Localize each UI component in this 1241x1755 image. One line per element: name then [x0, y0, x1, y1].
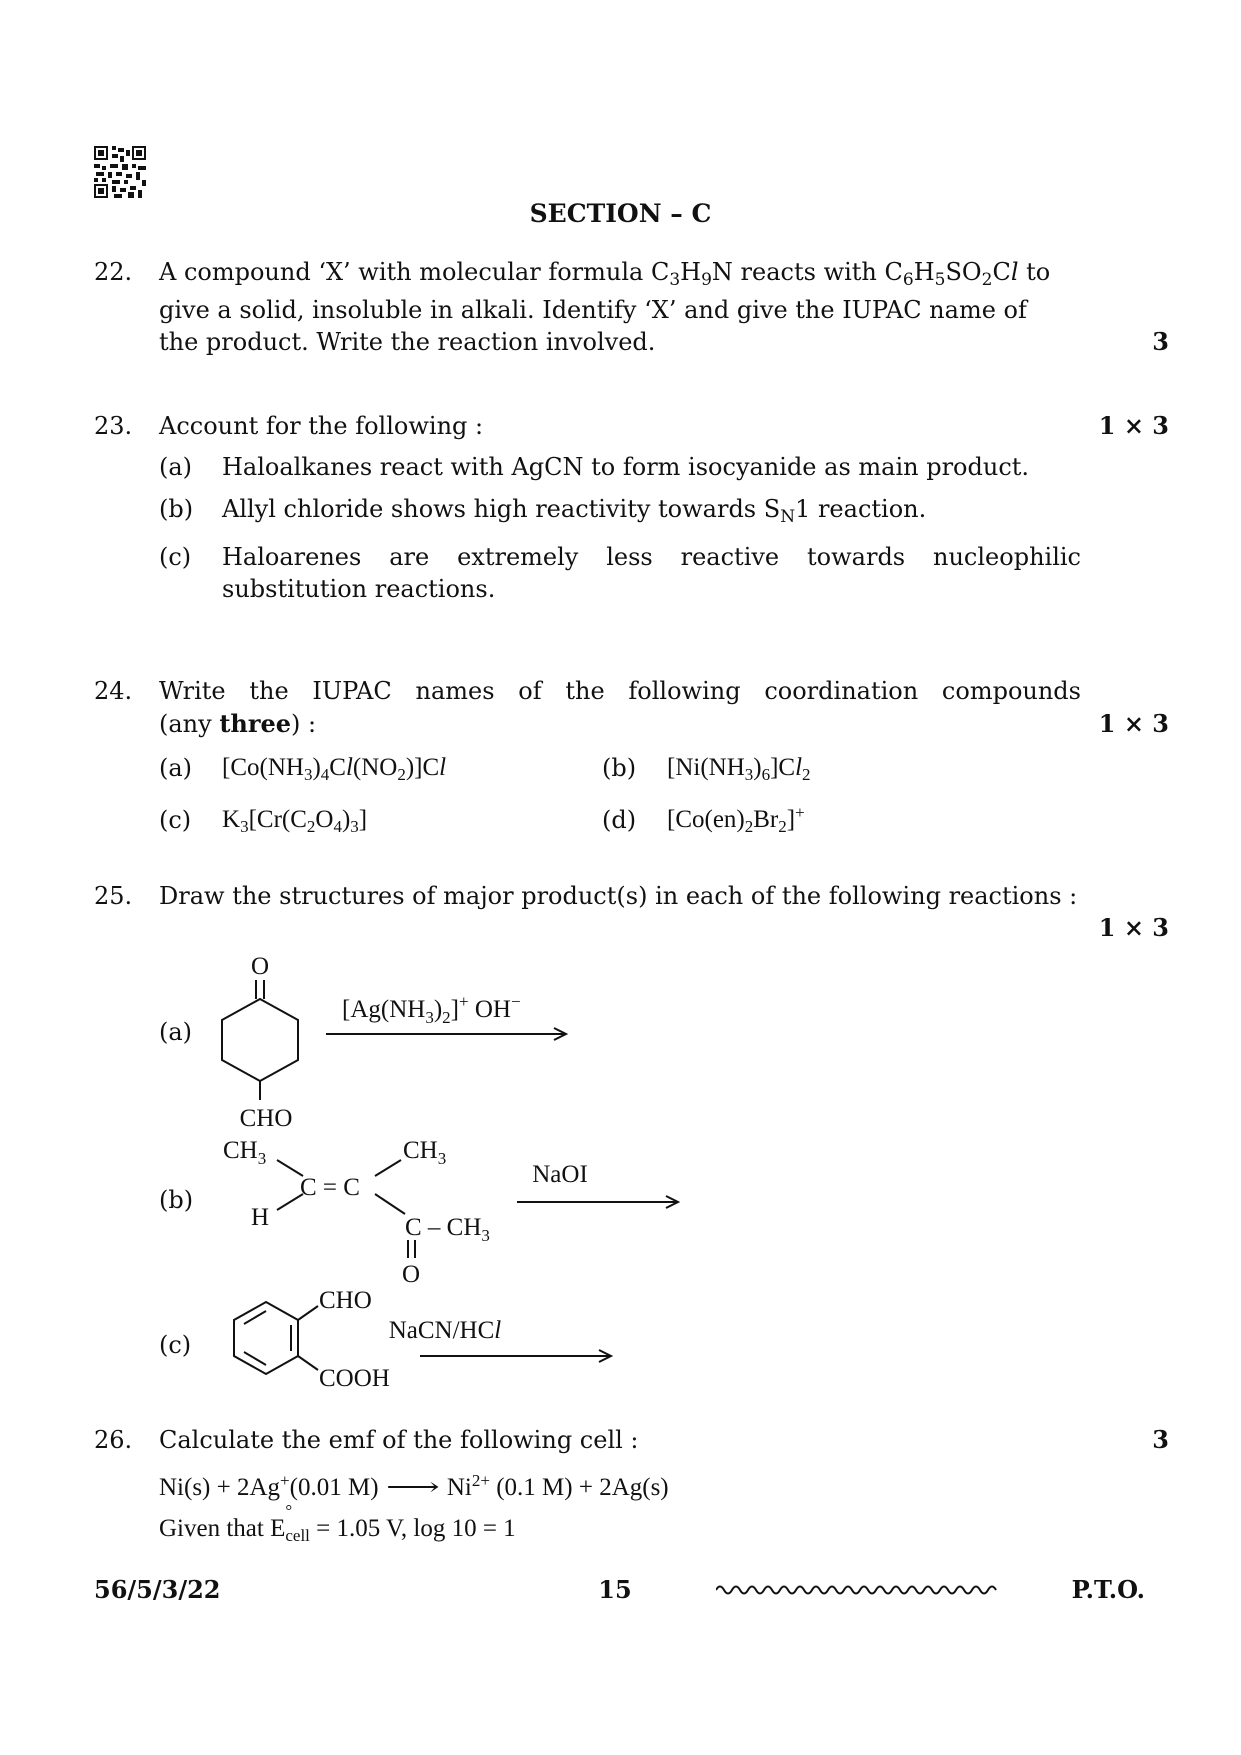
methyl-label: $CH_3$	[403, 1137, 447, 1168]
option-label: (a)	[159, 453, 193, 481]
option-label: (c)	[159, 806, 192, 834]
qr-code	[94, 146, 146, 198]
option-text: substitution reactions.	[222, 575, 496, 603]
reaction-c-diagram	[215, 1282, 635, 1397]
marks: 3	[1152, 327, 1169, 356]
question-text: Account for the following :	[159, 412, 484, 440]
reaction-a-diagram	[210, 945, 610, 1130]
option-label: (d)	[602, 806, 637, 834]
question-number: 26.	[94, 1426, 133, 1454]
page-number: 15	[598, 1575, 632, 1604]
methyl-label: $CH_3$	[223, 1137, 267, 1168]
marks: 3	[1152, 1425, 1169, 1454]
cell-equation: Ni(s) + 2Ag+(0.01 M) ⟶ $Ni^{2+}$ (0.1 M) + 2Ag(s)	[159, 1471, 669, 1501]
given-data: Given that E ° $_{cell}$ = 1.05 V, log 10 = 1	[159, 1501, 516, 1545]
aldehyde-label: CHO	[319, 1287, 372, 1314]
ketone-oxygen-label: O	[401, 1261, 421, 1288]
option-label: (b)	[159, 495, 194, 523]
question-text: (any three) :	[159, 709, 317, 738]
question-number: 23.	[94, 412, 133, 440]
carbonyl-oxygen-label: O	[250, 953, 270, 980]
bond	[375, 1160, 401, 1176]
paper-code: 56/5/3/22	[94, 1575, 221, 1604]
bond	[375, 1194, 405, 1214]
option-label: (b)	[159, 1186, 194, 1214]
question-number: 25.	[94, 882, 133, 910]
alkene-label: C = C	[300, 1174, 360, 1201]
complex-formula-a: $[Co(NH_3)_4Cl(NO_2)]Cl$	[222, 754, 447, 784]
option-label: (c)	[159, 543, 192, 571]
pto-label: P.T.O.	[1071, 1575, 1145, 1604]
option-text: Haloarenes are extremely less reactive towards nucleophilic	[222, 543, 1081, 571]
question-text: give a solid, insoluble in alkali. Identify ‘X’ and give the IUPAC name of	[159, 296, 1027, 324]
aldehyde-label: CHO	[239, 1105, 293, 1130]
cyclohexane-ring	[222, 999, 298, 1081]
option-label: (c)	[159, 1331, 192, 1359]
complex-formula-b: $[Ni(NH_3)_6]Cl_2$	[667, 754, 811, 784]
hydrogen-label: H	[251, 1204, 270, 1231]
marks: 1 × 3	[1098, 709, 1169, 738]
option-text: Allyl chloride shows high reactivity towards $S_N1$ reaction.	[222, 495, 927, 527]
ketone-label: C – $CH_3$	[405, 1214, 490, 1245]
question-text: A compound ‘X’ with molecular formula $C_3H_9N$ reacts with $C_6H_5SO_2Cl$ to	[159, 258, 1051, 290]
reagent-c: NaCN/HCl	[388, 1317, 502, 1344]
option-label: (a)	[159, 1018, 193, 1046]
question-number: 24.	[94, 677, 133, 705]
marks: 1 × 3	[1098, 411, 1169, 440]
carboxyl-label: COOH	[319, 1365, 390, 1392]
reaction-b-diagram	[215, 1130, 715, 1290]
question-text: the product. Write the reaction involved.	[159, 328, 656, 356]
reagent-a: $[Ag(NH_3)_2]^+$ OH−	[342, 992, 521, 1027]
complex-formula-c: $K_3[Cr(C_2O_4)_3]$	[222, 806, 368, 836]
option-label: (a)	[159, 754, 193, 782]
option-label: (b)	[602, 754, 637, 782]
section-title: SECTION – C	[529, 199, 712, 228]
question-number: 22.	[94, 258, 133, 286]
marks: 1 × 3	[1098, 913, 1169, 942]
reagent-b: NaOI	[532, 1161, 588, 1188]
bond	[298, 1306, 318, 1320]
benzene-ring	[234, 1302, 298, 1374]
complex-formula-d: $[Co(en)_2Br_2]^+$	[667, 803, 805, 836]
question-text: Draw the structures of major product(s) in each of the following reactions :	[159, 882, 1078, 910]
question-text: Write the IUPAC names of the following coordination compounds	[159, 677, 1081, 705]
option-text: Haloalkanes react with AgCN to form isocyanide as main product.	[222, 453, 1030, 481]
wavy-line	[716, 1582, 1001, 1598]
question-text: Calculate the emf of the following cell :	[159, 1426, 639, 1454]
bond	[298, 1356, 318, 1370]
